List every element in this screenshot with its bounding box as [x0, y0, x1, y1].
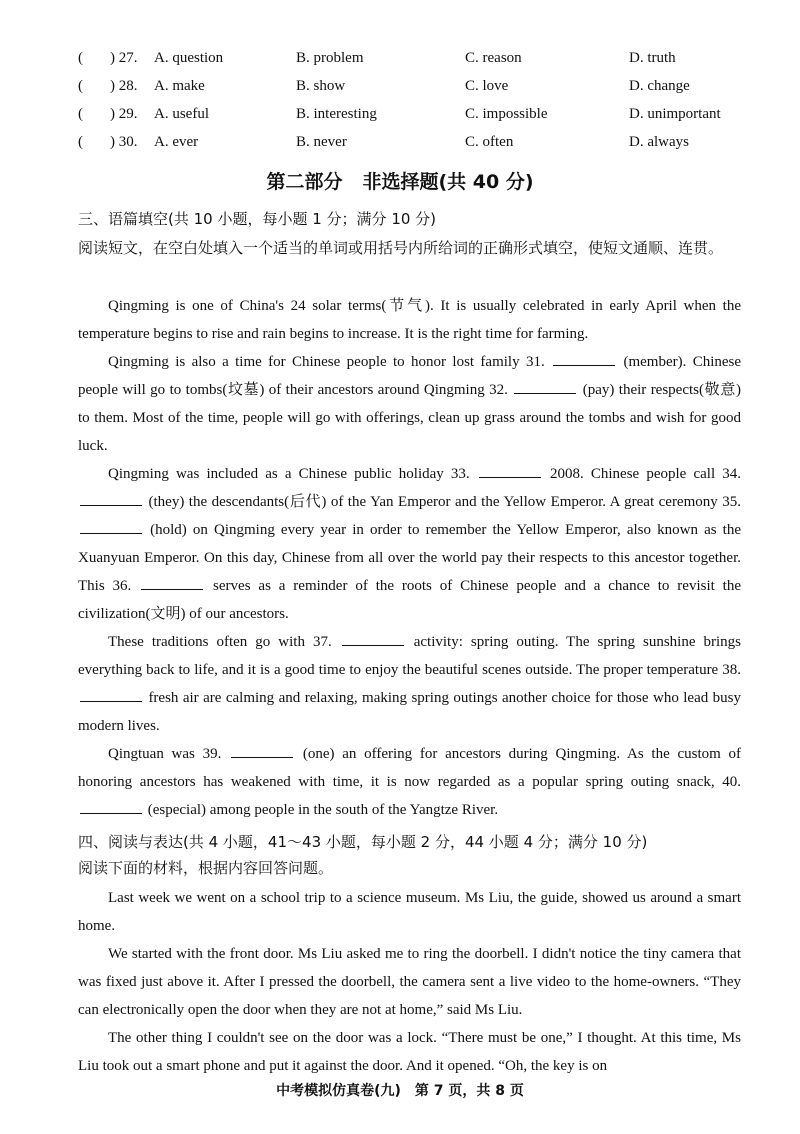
answer-blank-39[interactable]: [231, 742, 293, 758]
answer-blank-40[interactable]: [80, 798, 142, 814]
text-run: (they) the descendants(后代) of the Yan Emperor and the Yellow Emperor. A great ceremony 35.: [148, 494, 742, 510]
text-run: Qingming was included as a Chinese public holiday 33.: [108, 466, 470, 482]
section-4-instruction: 阅读下面的材料，根据内容回答问题。: [78, 859, 334, 877]
answer-blank-33[interactable]: [479, 462, 541, 478]
text-run: fresh air are calming and relaxing, making spring outings another choice for those who lead busy modern lives.: [78, 690, 742, 734]
part-label: 第二部分: [266, 171, 343, 193]
question-number: ) 28.: [110, 78, 138, 94]
text-run: Qingming is also a time for Chinese people to honor lost family 31.: [108, 354, 545, 370]
text-run: activity: spring outing. The spring sunshine brings everything back to life, and it is a good time to enjoy the beautiful scenes outside. The proper temperature 38.: [78, 634, 741, 678]
answer-paren: (: [78, 78, 83, 94]
reading-paragraph-1: Last week we went on a school trip to a science museum. Ms Liu, the guide, showed us around a smart home.: [78, 890, 741, 934]
text-run: (hold) on Qingming every year in order to remember the Yellow Emperor, also known as the Xuanyuan Emperor. On this day, Chinese from all over the world pay their respects to this ancestor together. This 36.: [78, 522, 741, 594]
text-run: serves as a reminder of the roots of Chinese people and a chance to revisit the civilization(文明) of our ancestors.: [78, 578, 741, 622]
option-c: C. love: [465, 78, 509, 94]
question-number: ) 30.: [110, 134, 138, 150]
answer-paren: (: [78, 134, 83, 150]
option-b: B. never: [296, 134, 347, 150]
question-row-29: [78, 100, 768, 128]
option-d: D. unimportant: [629, 106, 721, 122]
page-footer: 中考模拟仿真卷(九) 第 7 页，共 8 页: [276, 1083, 524, 1099]
text-run: These traditions often go with 37.: [108, 634, 332, 650]
answer-blank-38[interactable]: [80, 686, 142, 702]
text-run: Qingtuan was 39.: [108, 746, 222, 762]
question-row-27: [78, 44, 768, 72]
multiple-choice-block: [78, 44, 768, 156]
answer-blank-35[interactable]: [80, 518, 142, 534]
option-d: D. always: [629, 134, 689, 150]
cloze-paragraph-5: [78, 740, 741, 824]
cloze-paragraph-2: [78, 348, 741, 460]
section-4-heading: 四、阅读与表达(共 4 小题，41～43 小题，每小题 2 分，44 小题 4 分；满分 10 分): [78, 833, 648, 851]
answer-paren: (: [78, 50, 83, 66]
answer-blank-31[interactable]: [553, 350, 615, 366]
option-b: B. problem: [296, 50, 364, 66]
text-run: (pay) their respects(敬意) to them. Most of the time, people will go with offerings, clean up grass around the tombs and wish for good luck.: [78, 382, 741, 454]
option-c: C. impossible: [465, 106, 548, 122]
reading-passage: [78, 884, 741, 1080]
part-heading: 非选择题(共 40 分): [362, 171, 534, 193]
answer-blank-34[interactable]: [80, 490, 142, 506]
option-b: B. show: [296, 78, 346, 94]
option-a: A. make: [154, 78, 205, 94]
cloze-paragraph-3: [78, 460, 741, 628]
answer-paren: (: [78, 106, 83, 122]
reading-paragraph-2: We started with the front door. Ms Liu asked me to ring the doorbell. I didn't notice the tiny camera that was fixed just above it. After I pressed the doorbell, the camera sent a live video to the home-owners. “They can electronically open the door when they are not at home,” said Ms Liu.: [78, 946, 741, 1018]
cloze-passage: [78, 292, 741, 824]
question-number: ) 27.: [110, 50, 138, 66]
option-d: D. truth: [629, 50, 676, 66]
answer-blank-36[interactable]: [141, 574, 203, 590]
question-number: ) 29.: [110, 106, 138, 122]
answer-blank-37[interactable]: [342, 630, 404, 646]
option-c: C. often: [465, 134, 514, 150]
option-a: A. ever: [154, 134, 199, 150]
question-row-28: [78, 72, 768, 100]
option-c: C. reason: [465, 50, 522, 66]
answer-blank-32[interactable]: [514, 378, 576, 394]
option-a: A. useful: [154, 106, 209, 122]
part-two-title: [0, 167, 800, 194]
section-3-heading: 三、语篇填空(共 10 小题，每小题 1 分；满分 10 分): [78, 210, 437, 228]
option-a: A. question: [154, 50, 224, 66]
question-row-30: [78, 128, 768, 156]
text-run: (member). Chinese people will go to tombs(坟墓) of their ancestors around Qingming 32.: [78, 354, 742, 398]
option-b: B. interesting: [296, 106, 377, 122]
text-run: 2008. Chinese people call 34.: [549, 466, 742, 482]
text-run: (one) an offering for ancestors during Qingming. As the custom of honoring ancestors has weakened with time, it is now regarded as a popular spring outing snack, 40.: [78, 746, 742, 790]
cloze-paragraph-1: Qingming is one of China's 24 solar terms(节气). It is usually celebrated in early April when the temperature begins to rise and rain begins to increase. It is the right time for farming.: [78, 298, 741, 342]
section-3-instruction: 阅读短文，在空白处填入一个适当的单词或用括号内所给词的正确形式填空，使短文通顺、连贯。: [78, 239, 724, 257]
option-d: D. change: [629, 78, 690, 94]
cloze-paragraph-4: [78, 628, 741, 740]
text-run: (especial) among people in the south of the Yangtze River.: [147, 802, 499, 818]
reading-paragraph-3: The other thing I couldn't see on the door was a lock. “There must be one,” I thought. At this time, Ms Liu took out a smart phone and put it against the door. And it opened. “Oh, the key is on: [78, 1030, 741, 1074]
